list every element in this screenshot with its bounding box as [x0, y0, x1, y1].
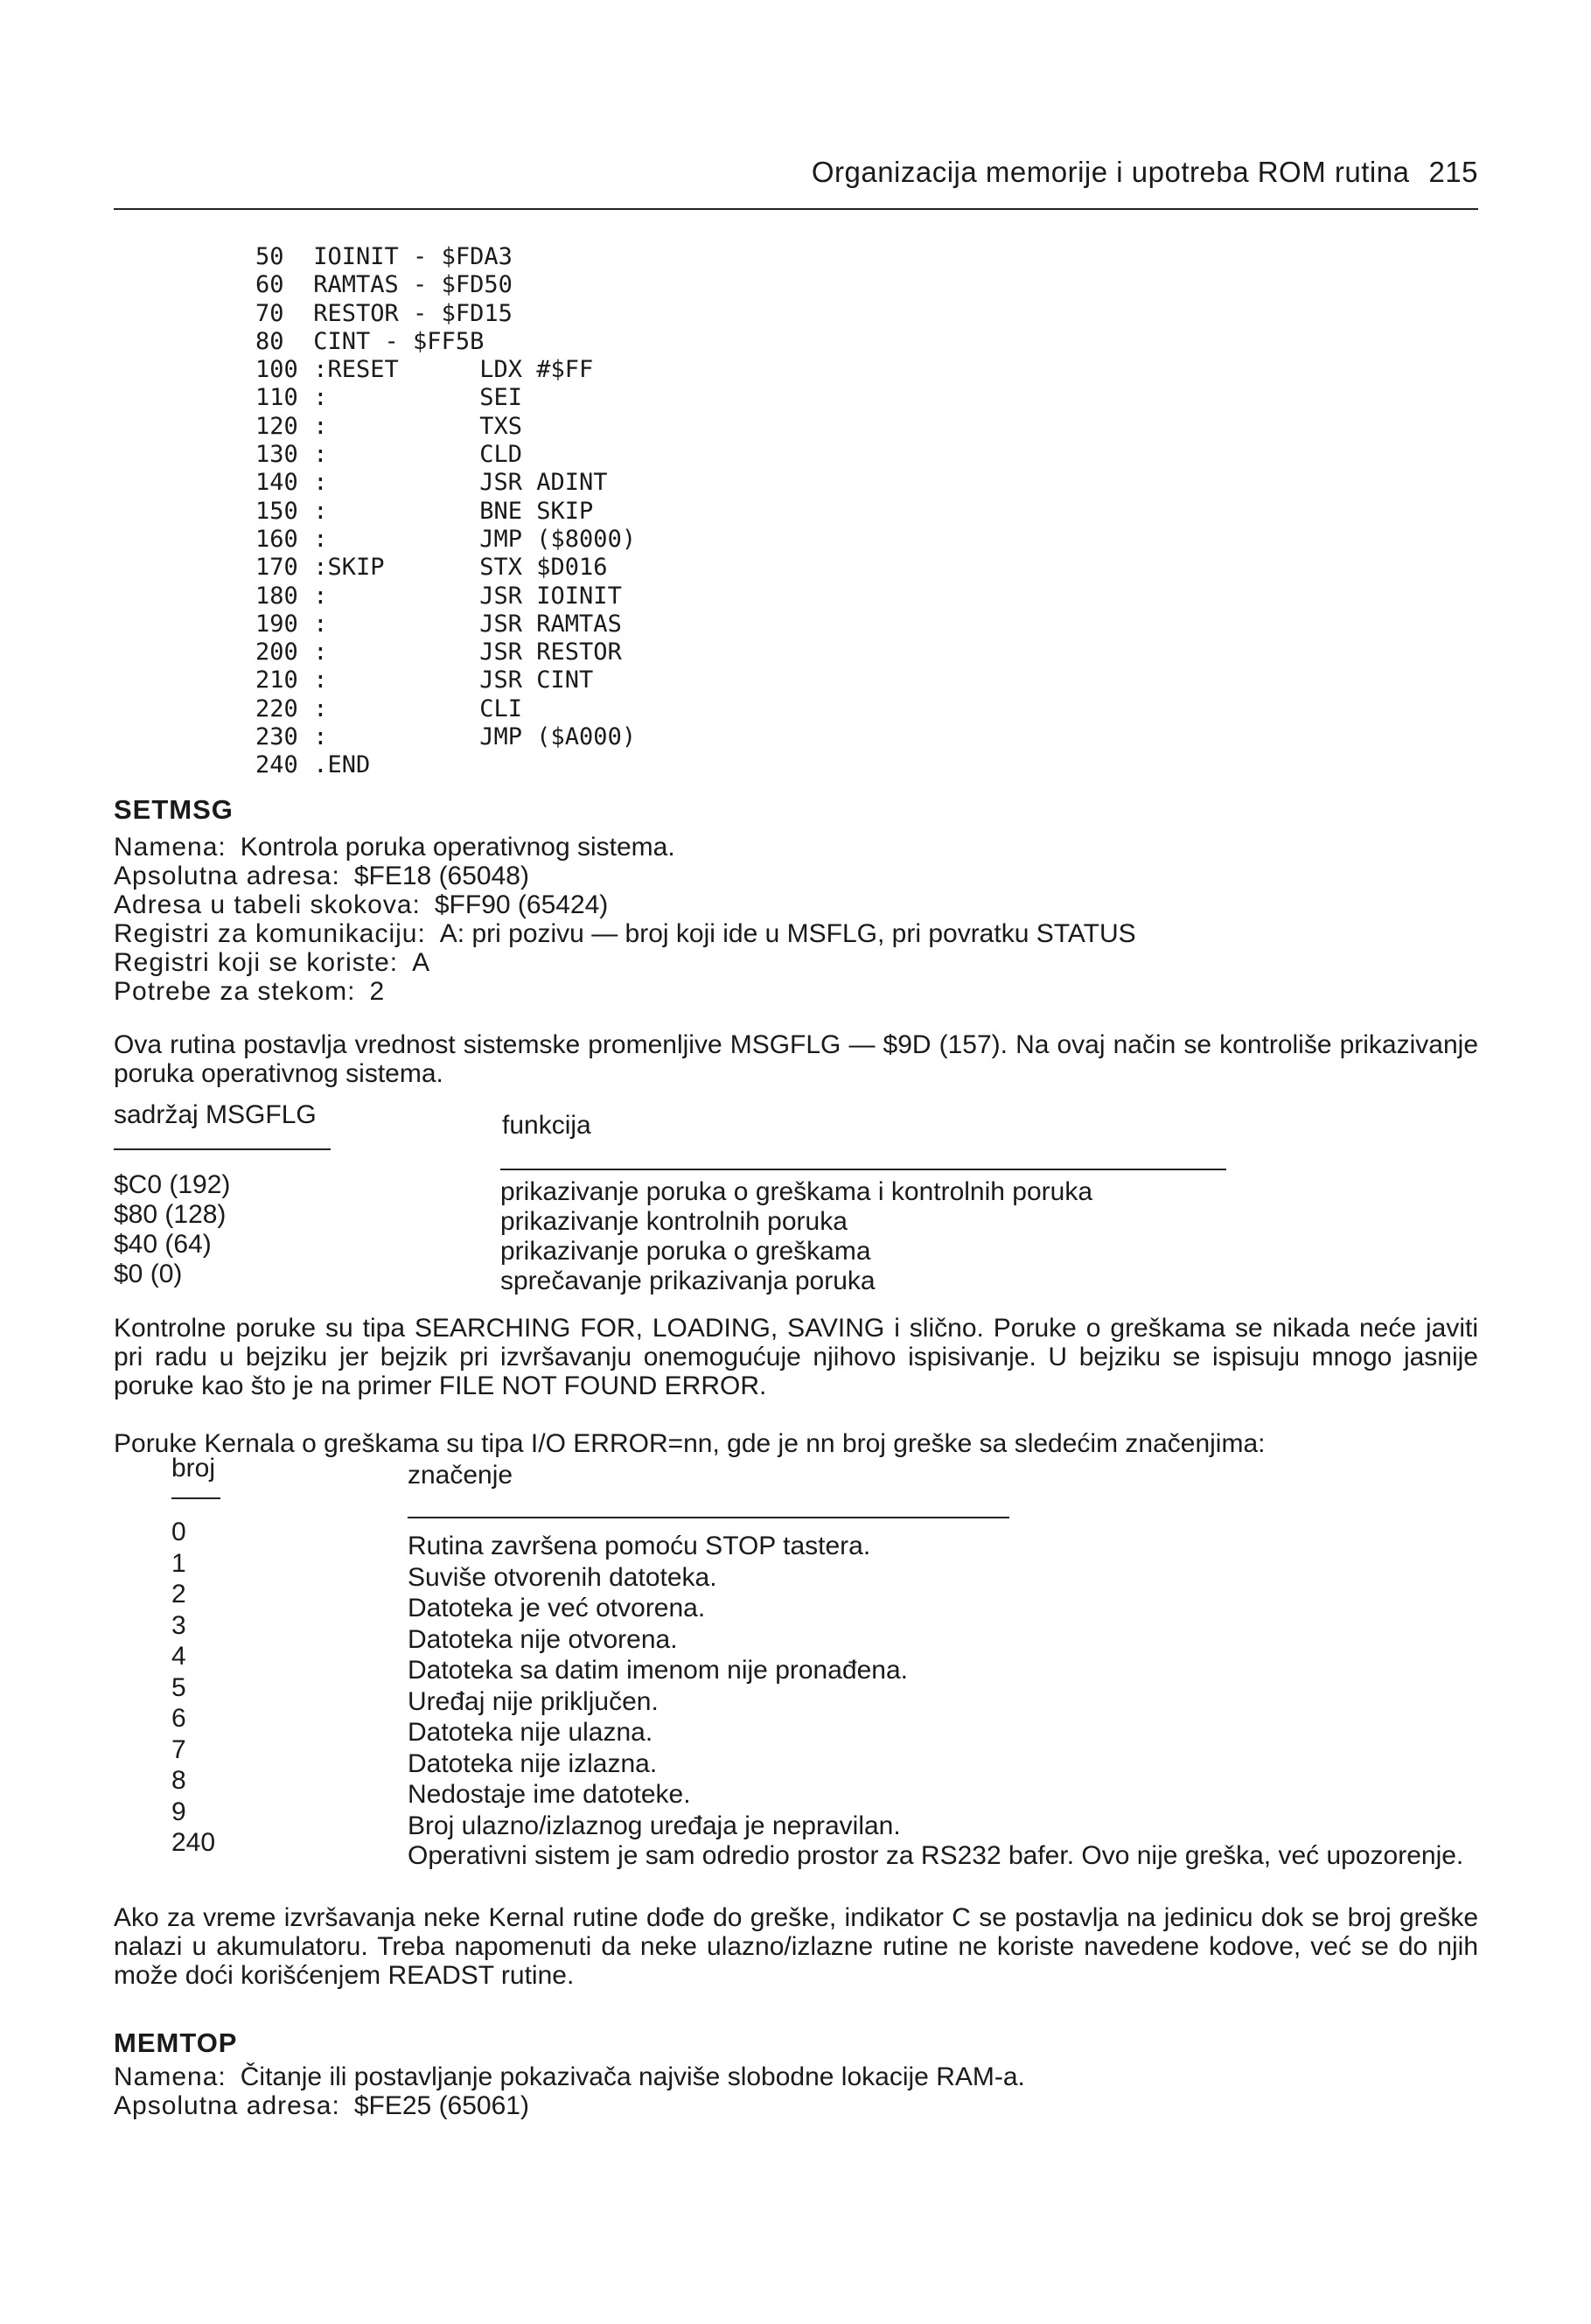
table-cell: 2 [171, 1580, 186, 1609]
table-cell: $80 (128) [114, 1200, 227, 1229]
field-key: Namena: [114, 2062, 227, 2091]
code-instruction: JSR RESTOR [479, 639, 622, 666]
table-header-msgflg: sadržaj MSGFLG [114, 1100, 317, 1129]
code-line-number: 80 [255, 327, 284, 355]
table-cell: Datoteka nije ulazna. [408, 1718, 653, 1747]
table-cell: Datoteka je već otvorena. [408, 1594, 706, 1623]
code-line-number: 230 [255, 723, 298, 751]
code-instruction: SEI [479, 384, 523, 412]
code-line-number: 170 [255, 554, 298, 582]
code-line-number: 130 [255, 441, 298, 469]
code-label: : [313, 694, 328, 722]
code-line [255, 526, 750, 554]
code-label: : [313, 723, 328, 751]
table-cell: Suviše otvorenih datoteka. [408, 1562, 717, 1592]
table-cell: sprečavanje prikazivanja poruka [500, 1267, 876, 1295]
setmsg-fields [114, 833, 1136, 1006]
table-rule [500, 1169, 1226, 1170]
code-line [255, 356, 750, 384]
code-line [255, 271, 750, 299]
code-instruction: JSR IOINIT [479, 582, 622, 610]
code-instruction: JSR RAMTAS [479, 610, 622, 638]
code-line [255, 384, 750, 412]
code-line [255, 498, 750, 526]
table-cell: 7 [171, 1734, 186, 1764]
code-label: :RESET [313, 356, 399, 384]
code-label: : [313, 639, 328, 666]
code-instruction: JMP ($A000) [479, 723, 637, 751]
code-listing [255, 243, 750, 780]
field-key: Apsolutna adresa: [114, 2091, 340, 2120]
table-rule [171, 1497, 220, 1499]
table-cell: prikazivanje kontrolnih poruka [500, 1207, 848, 1236]
code-line-number: 120 [255, 412, 298, 440]
code-line-number: 50 [255, 243, 284, 270]
code-line-number: 60 [255, 271, 284, 299]
table-cell: 8 [171, 1766, 186, 1795]
section-title-setmsg: SETMSG [114, 794, 234, 825]
code-line [255, 751, 750, 779]
code-label: : [313, 666, 328, 694]
page-header [114, 156, 1478, 210]
code-text: RESTOR - $FD15 [313, 299, 513, 327]
running-title: Organizacija memorije i upotreba ROM rutina [811, 156, 1410, 188]
field-value: Kontrola poruka operativnog sistema. [240, 833, 675, 862]
table-cell: Datoteka nije izlazna. [408, 1748, 658, 1778]
field-row [114, 2091, 1025, 2120]
table-cell: 6 [171, 1704, 186, 1733]
table-cell: Operativni sistem je sam odredio prostor za RS232 bafer. Ovo nije greška, već upozorenje. [408, 1841, 1464, 1870]
table-cell: Datoteka nije otvorena. [408, 1624, 678, 1654]
table-rule [114, 1148, 331, 1150]
code-line-number: 210 [255, 666, 298, 694]
table-col-numbers [171, 1517, 215, 1859]
code-line-number: 160 [255, 525, 298, 553]
code-instruction: JSR ADINT [479, 469, 608, 497]
code-line [255, 695, 750, 723]
table-cell: Rutina završena pomoću STOP tastera. [408, 1532, 871, 1560]
code-line [255, 611, 750, 639]
field-key: Namena: [114, 833, 227, 862]
table-col-functions [500, 1177, 1092, 1296]
code-line-number: 220 [255, 694, 298, 722]
code-line-number: 140 [255, 469, 298, 497]
field-key: Adresa u tabeli skokova: [114, 890, 421, 919]
field-value: Čitanje ili postavljanje pokazivača najviše slobodne lokacije RAM-a. [240, 2062, 1025, 2091]
field-row [114, 977, 1136, 1006]
field-row [114, 890, 1136, 919]
code-line [255, 243, 750, 271]
table-cell: Broj ulazno/izlaznog uređaja je nepravilan. [408, 1811, 901, 1840]
code-line [255, 723, 750, 751]
field-value: $FF90 (65424) [434, 890, 609, 919]
code-line-number: 240 [255, 751, 298, 779]
table-col-values [114, 1170, 230, 1289]
code-instruction: LDX #$FF [479, 356, 594, 384]
paragraph: Poruke Kernala o greškama su tipa I/O ERROR=nn, gde je nn broj greške sa sledećim značenjima: [114, 1429, 1266, 1458]
field-key: Registri za komunikaciju: [114, 919, 426, 948]
field-value: A: pri pozivu — broj koji ide u MSFLG, pri povratku STATUS [439, 919, 1136, 948]
code-text: CINT - $FF5B [313, 327, 485, 355]
table-cell: $40 (64) [114, 1230, 212, 1259]
code-instruction: JSR CINT [479, 666, 594, 694]
code-line-number: 200 [255, 639, 298, 666]
table-cell: Uređaj nije priključen. [408, 1686, 659, 1716]
table-cell: prikazivanje poruka o greškama [500, 1237, 871, 1266]
code-line [255, 583, 750, 611]
code-instruction: CLI [479, 694, 523, 722]
memtop-fields [114, 2062, 1025, 2120]
code-instruction: TXS [479, 412, 523, 440]
code-label: :SKIP [313, 554, 385, 582]
field-key: Apsolutna adresa: [114, 862, 340, 890]
code-label: : [313, 497, 328, 525]
code-label: : [313, 441, 328, 469]
table-cell: 9 [171, 1797, 186, 1826]
table-cell: 3 [171, 1610, 186, 1640]
code-instruction: CLD [479, 441, 523, 469]
code-line-number: 190 [255, 610, 298, 638]
table-cell: $0 (0) [114, 1260, 183, 1288]
field-key: Registri koji se koriste: [114, 948, 399, 977]
code-line-number: 110 [255, 384, 298, 412]
section-title-memtop: MEMTOP [114, 2027, 238, 2058]
code-label: : [313, 412, 328, 440]
code-label: : [313, 610, 328, 638]
code-line-number: 100 [255, 356, 298, 384]
page-number: 215 [1428, 156, 1478, 188]
field-key: Potrebe za stekom: [114, 977, 356, 1006]
table-rule [408, 1517, 1009, 1518]
table-header-meaning: značenje [408, 1461, 513, 1490]
code-instruction: JMP ($8000) [479, 525, 637, 553]
table-header-function: funkcija [502, 1111, 591, 1140]
code-line [255, 328, 750, 356]
field-row [114, 862, 1136, 890]
field-row [114, 833, 1136, 862]
code-line-number: 150 [255, 497, 298, 525]
table-cell: Nedostaje ime datoteke. [408, 1780, 691, 1809]
running-head [812, 156, 1478, 189]
table-cell: 0 [171, 1518, 186, 1546]
code-line-number: 70 [255, 299, 284, 327]
code-label: : [313, 582, 328, 610]
code-text: IOINIT - $FDA3 [313, 243, 513, 270]
table-col-meanings [408, 1531, 1476, 1870]
table-cell: 240 [171, 1828, 216, 1857]
code-line [255, 469, 750, 497]
field-value: $FE18 (65048) [353, 862, 529, 890]
code-line [255, 300, 750, 328]
code-text: RAMTAS - $FD50 [313, 271, 513, 299]
field-value: A [412, 948, 430, 977]
table-cell: prikazivanje poruka o greškama i kontrolnih poruka [500, 1177, 1093, 1206]
code-line [255, 666, 750, 694]
code-line [255, 441, 750, 469]
field-row [114, 948, 1136, 977]
table-header-number: broj [171, 1454, 216, 1483]
code-line [255, 413, 750, 441]
paragraph: Kontrolne poruke su tipa SEARCHING FOR, LOADING, SAVING i slično. Poruke o greškama se nikada neće javiti pri radu u bejziku jer bejzik pri izvršavanju onemogućuje njihovo ispisivanje. U bejziku se ispisuju mnogo jasnije poruke kao što je na primer FILE NOT FOUND ERROR. [114, 1314, 1478, 1400]
table-cell: 4 [171, 1642, 186, 1671]
field-value: 2 [369, 977, 385, 1006]
field-row [114, 2062, 1025, 2091]
code-label: : [313, 384, 328, 412]
code-instruction: BNE SKIP [479, 497, 594, 525]
paragraph: Ova rutina postavlja vrednost sistemske promenljive MSGFLG — $9D (157). Na ovaj način se kontroliše prikazivanje poruka operativnog sistema. [114, 1030, 1478, 1088]
field-value: $FE25 (65061) [353, 2091, 529, 2120]
code-line [255, 639, 750, 666]
code-label: : [313, 525, 328, 553]
code-line-number: 180 [255, 582, 298, 610]
table-cell: 5 [171, 1672, 186, 1702]
field-row [114, 919, 1136, 948]
code-label: : [313, 469, 328, 497]
code-label: .END [313, 751, 371, 779]
table-cell: 1 [171, 1548, 186, 1578]
table-cell: Datoteka sa datim imenom nije pronađena. [408, 1656, 908, 1685]
code-line [255, 554, 750, 582]
table-cell: $C0 (192) [114, 1170, 231, 1199]
paragraph: Ako za vreme izvršavanja neke Kernal rutine dođe do greške, indikator C se postavlja na jedinicu dok se broj greške nalazi u akumulatoru. Treba napomenuti da neke ulazno/izlazne rutine ne koriste navedene kodove, već se do njih može doći korišćenjem READST rutine. [114, 1903, 1478, 1990]
code-instruction: STX $D016 [479, 554, 608, 582]
